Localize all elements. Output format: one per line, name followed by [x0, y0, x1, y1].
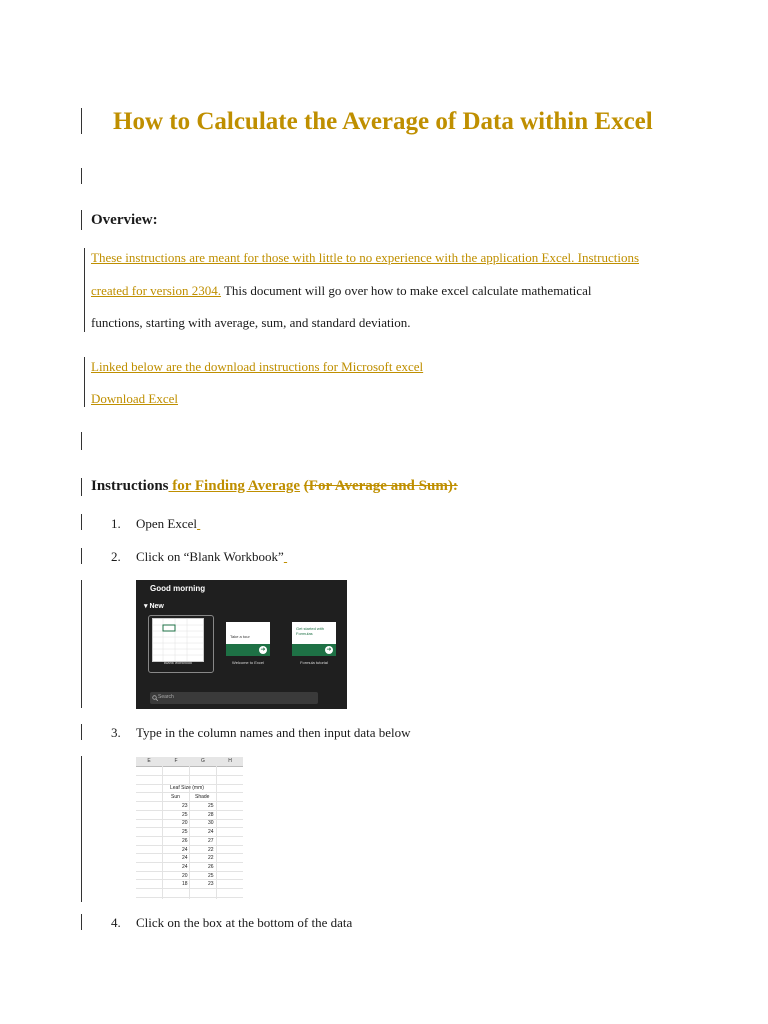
search-input[interactable] [150, 692, 318, 704]
sheet-title: Leaf Size (mm) [170, 785, 204, 791]
sheet-cell: 26 [208, 863, 214, 870]
sheet-cell: 25 [208, 803, 214, 809]
margin-bar [81, 210, 82, 230]
sheet-cell: 24 [208, 829, 214, 836]
grid-icon [153, 619, 203, 661]
sheet-header: Shade [195, 794, 210, 800]
grid-line [216, 766, 217, 899]
sheet-cell: 23 [208, 881, 214, 888]
tile-accent-strip [226, 644, 270, 656]
tile-text: Get started with Formulas [296, 626, 325, 636]
step-2-text: Click on “Blank Workbook” [136, 549, 284, 564]
excel-start-screenshot [136, 580, 347, 709]
margin-bar [81, 168, 82, 184]
tile-label: Blank workbook [163, 660, 193, 665]
step-text [136, 516, 200, 532]
column-header: E [147, 758, 151, 764]
new-label: New [149, 603, 164, 610]
step-number: 3. [111, 725, 121, 740]
step-2-marker [284, 549, 287, 564]
sheet-cell: 25 [208, 872, 214, 879]
step-1-marker [197, 516, 200, 531]
step-number: 2. [111, 549, 121, 564]
sheet-cell: 18 [182, 881, 188, 888]
sheet-cell: 24 [182, 863, 188, 870]
blank-workbook-tile[interactable] [152, 618, 204, 662]
sheet-cell: 20 [182, 872, 188, 879]
sheet-cell: 23 [182, 803, 188, 809]
step-1-text: Open Excel [136, 516, 198, 531]
margin-bar [81, 756, 82, 902]
step-text: Click on the box at the bottom of the data [136, 915, 353, 930]
tile-text: Take a tour [230, 634, 250, 639]
margin-bar [81, 914, 82, 930]
new-section-label [144, 602, 164, 610]
instructions-heading-underlined: for Finding Average [168, 478, 301, 494]
chevron-down-icon: ▾ [144, 603, 148, 610]
intro-link-2[interactable]: created for version 2304. [91, 283, 221, 298]
step-text [136, 549, 287, 565]
sheet-cell: 25 [182, 811, 188, 818]
intro-line-2 [91, 283, 591, 299]
sheet-cell: 24 [182, 846, 188, 853]
instructions-heading-struck: (For Average and Sum): [303, 478, 458, 494]
margin-bar [81, 724, 82, 740]
sheet-cell: 30 [208, 820, 214, 827]
intro-link-1[interactable]: These instructions are meant for those with little to no experience with the application Excel. Instructions [91, 250, 640, 265]
grid-line [162, 766, 163, 899]
margin-bar [81, 580, 82, 708]
sheet-cell: 28 [208, 811, 214, 818]
margin-bar [81, 108, 82, 134]
sheet-cell: 25 [182, 829, 188, 836]
intro-line-1 [91, 250, 639, 266]
overview-heading: Overview: [91, 212, 158, 228]
sheet-cell: 26 [182, 837, 188, 844]
download-instructions-line [91, 359, 423, 375]
spreadsheet-snippet [136, 757, 243, 899]
sheet-header: Sun [171, 794, 180, 800]
column-header: H [228, 758, 232, 764]
column-header: G [201, 758, 205, 764]
sheet-cell: 20 [182, 820, 188, 827]
tile-label: Formula tutorial [300, 660, 328, 665]
step-text: Type in the column names and then input data below [136, 725, 411, 740]
margin-bar [81, 514, 82, 530]
arrow-right-icon: ➜ [326, 646, 332, 653]
arrow-right-icon: ➜ [260, 646, 266, 653]
instructions-heading-plain: Instructions [91, 478, 169, 494]
instructions-heading [91, 478, 458, 495]
welcome-tile[interactable] [226, 622, 270, 656]
search-placeholder: Search [158, 694, 174, 700]
tile-label: Welcome to Excel [232, 660, 264, 665]
greeting-text: Good morning [150, 584, 206, 593]
sheet-cell: 24 [182, 855, 188, 862]
margin-bar [81, 548, 82, 564]
sheet-cell: 22 [208, 846, 214, 853]
margin-bar [81, 432, 82, 450]
tile-accent-strip [292, 644, 336, 656]
intro-line-3: functions, starting with average, sum, and standard deviation. [91, 315, 411, 330]
step-number: 1. [111, 516, 121, 531]
sheet-cell: 22 [208, 855, 214, 862]
margin-bar [84, 248, 85, 332]
margin-bar [84, 357, 85, 407]
download-instructions-link[interactable]: Linked below are the download instructions for Microsoft excel [91, 359, 424, 374]
formula-tutorial-tile[interactable] [292, 622, 336, 656]
step-number: 4. [111, 915, 121, 930]
download-excel-line [91, 391, 178, 407]
column-header: F [174, 758, 178, 764]
sheet-cell: 27 [208, 837, 214, 844]
intro-text-2: This document will go over how to make excel calculate mathematical [220, 283, 592, 298]
page-title: How to Calculate the Average of Data within Excel [113, 108, 653, 135]
download-excel-link[interactable]: Download Excel [91, 391, 179, 406]
margin-bar [81, 478, 82, 496]
